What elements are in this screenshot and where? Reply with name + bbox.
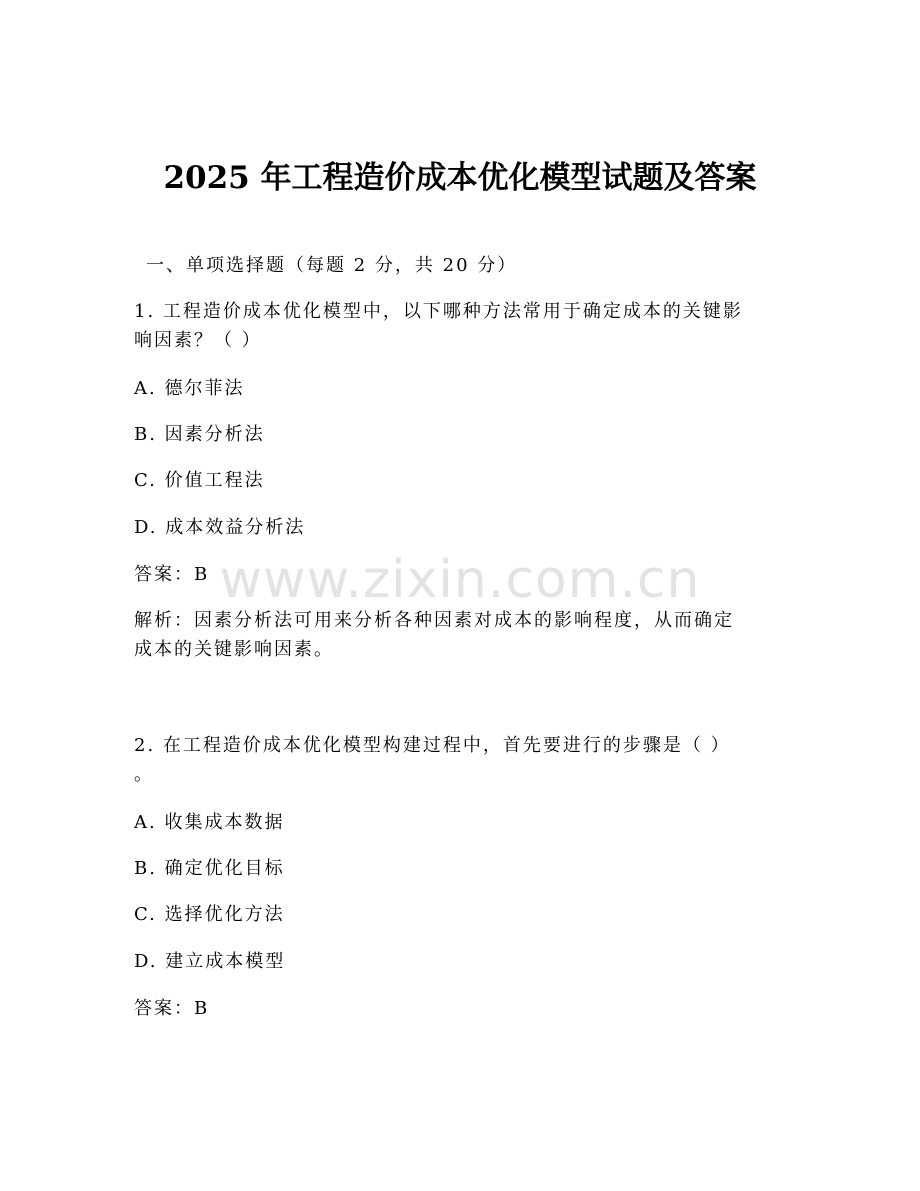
watermark: www.zixin.com.cn [219, 550, 701, 610]
question-2-stem-line-1: 2. 在工程造价成本优化模型构建过程中，首先要进行的步骤是（ ） [134, 735, 731, 756]
question-2-option-c: C. 选择优化方法 [134, 904, 285, 925]
question-1-option-d: D. 成本效益分析法 [134, 517, 306, 538]
question-1-analysis-line-1: 解析：因素分析法可用来分析各种因素对成本的影响程度，从而确定 [134, 610, 734, 631]
question-1-option-a: A. 德尔菲法 [134, 378, 245, 399]
document-title: 2025 年工程造价成本优化模型试题及答案 [163, 160, 757, 196]
question-1-option-c: C. 价值工程法 [134, 470, 265, 491]
question-2-option-a: A. 收集成本数据 [134, 812, 285, 833]
question-2-option-d: D. 建立成本模型 [134, 951, 286, 972]
question-1-analysis-line-2: 成本的关键影响因素。 [134, 639, 334, 660]
question-2-option-b: B. 确定优化目标 [134, 858, 285, 879]
question-1-answer: 答案：B [134, 564, 210, 585]
question-1-option-b: B. 因素分析法 [134, 424, 265, 445]
section-heading: 一、单项选择题（每题 2 分，共 20 分） [146, 255, 518, 276]
question-1-stem-line-2: 响因素？（ ） [134, 330, 262, 351]
question-2-stem-line-2: 。 [134, 764, 154, 785]
question-2-answer: 答案：B [134, 998, 210, 1019]
question-1-stem-line-1: 1. 工程造价成本优化模型中，以下哪种方法常用于确定成本的关键影 [134, 301, 743, 322]
